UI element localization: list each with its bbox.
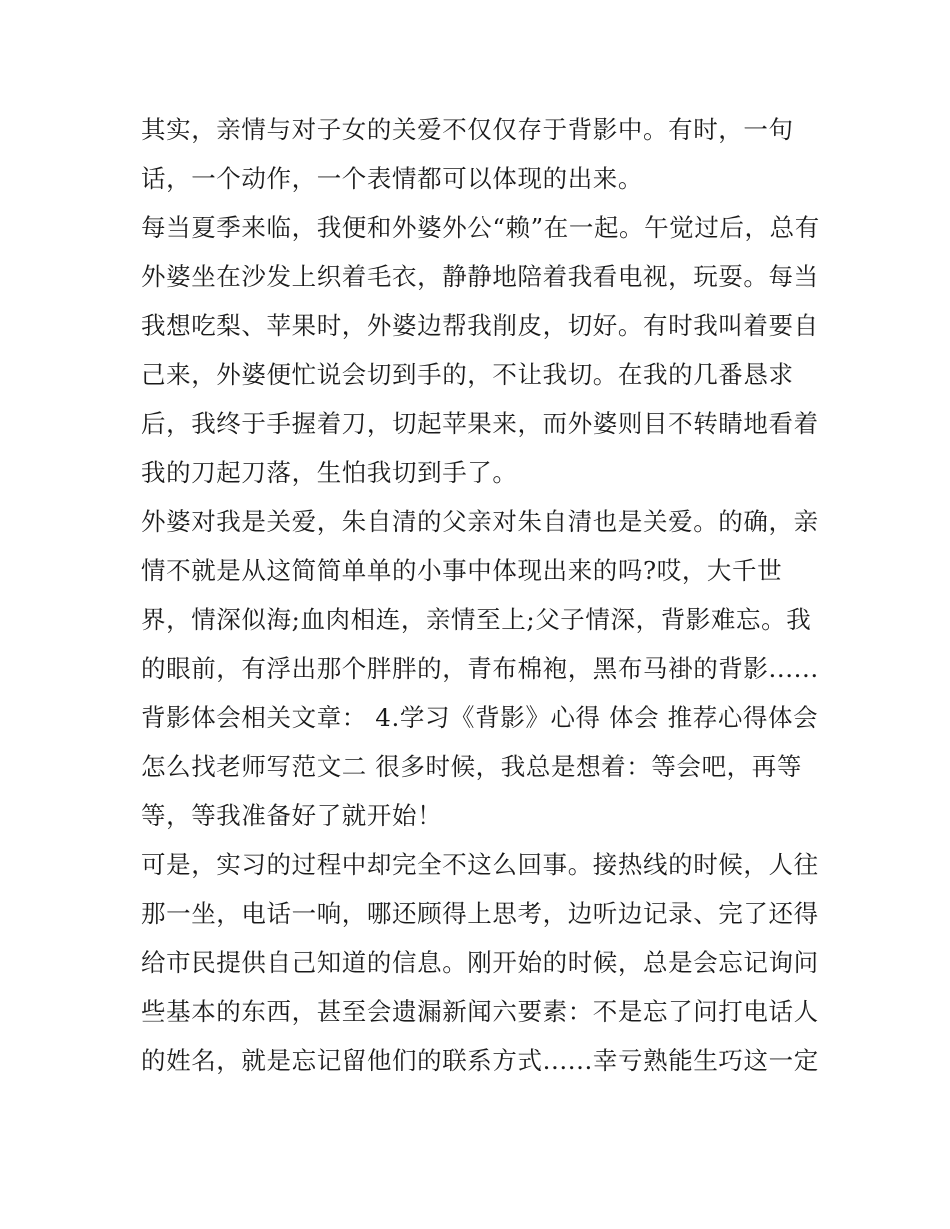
text-line: 其实，亲情与对子女的关爱不仅仅存于背影中。有时，一句 [141,115,794,144]
text-line: 外婆坐在沙发上织着毛衣，静静地陪着我看电视，玩耍。每当 [141,262,819,291]
text-line: 外婆对我是关爱，朱自清的父亲对朱自清也是关爱。的确，亲 [141,507,819,536]
text-line: 每当夏季来临，我便和外婆外公“赖”在一起。午觉过后，总有 [141,213,820,242]
text-line: 界，情深似海;血肉相连，亲情至上;父子情深，背影难忘。我 [141,605,812,634]
text-line: 怎么找老师写范文二 很多时候，我总是想着：等会吧，再等 [141,752,802,781]
text-line: 我的刀起刀落，生怕我切到手了。 [141,458,518,487]
text-line: 的眼前，有浮出那个胖胖的，青布棉袍，黑布马褂的背影...... [141,654,819,683]
text-line: 的姓名，就是忘记留他们的联系方式......幸亏熟能生巧这一定 [141,1046,819,1075]
text-line: 些基本的东西，甚至会遗漏新闻六要素：不是忘了问打电话人 [141,997,819,1026]
text-line: 那一坐，电话一响，哪还顾得上思考，边听边记录、完了还得 [141,899,819,928]
text-line: 话，一个动作，一个表情都可以体现的出来。 [141,164,643,193]
text-line: 背影体会相关文章： 4.学习《背影》心得 体会 推荐心得体会 [141,703,819,732]
document-body [141,105,831,1085]
text-line: 后，我终于手握着刀，切起苹果来，而外婆则目不转睛地看着 [141,409,819,438]
text-line: 可是，实习的过程中却完全不这么回事。接热线的时候，人往 [141,850,819,879]
text-line: 我想吃梨、苹果时，外婆边帮我削皮，切好。有时我叫着要自 [141,311,819,340]
text-line: 等，等我准备好了就开始！ [141,801,443,830]
text-line: 情不就是从这简简单单的小事中体现出来的吗?哎，大千世 [141,556,783,585]
text-line: 己来，外婆便忙说会切到手的，不让我切。在我的几番恳求 [141,360,794,389]
text-line: 给市民提供自己知道的信息。刚开始的时候，总是会忘记询问 [141,948,819,977]
